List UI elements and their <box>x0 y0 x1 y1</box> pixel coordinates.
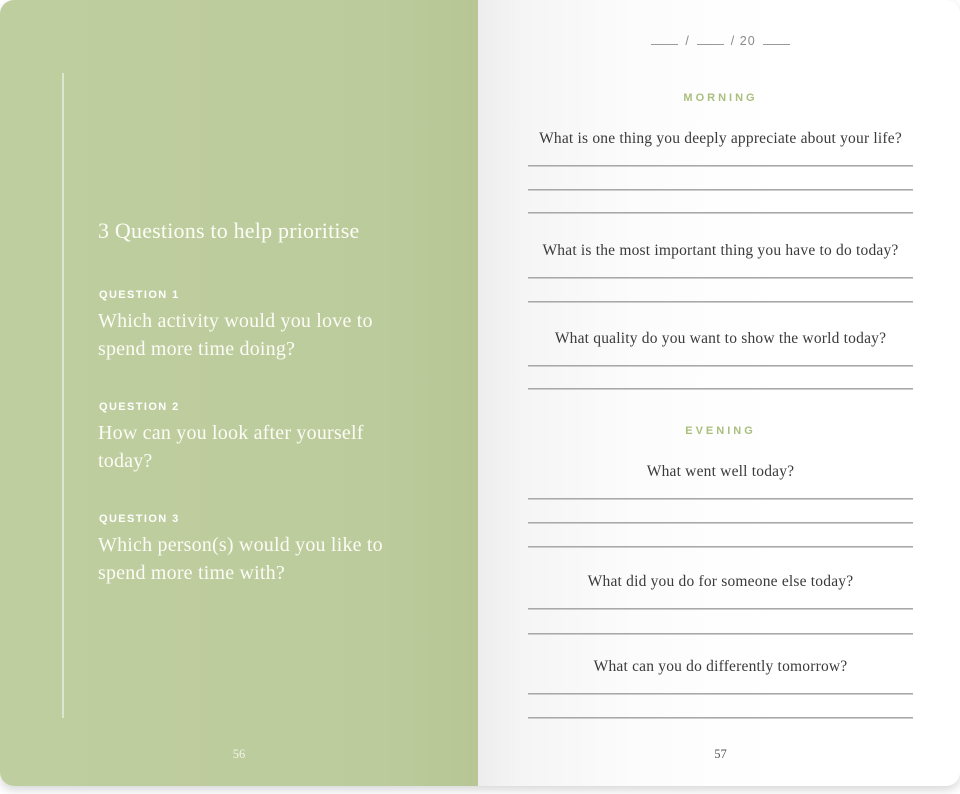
evening-question-3: What can you do differently tomorrow? <box>593 658 848 675</box>
question-3-label: QUESTION 3 <box>99 513 180 525</box>
date-blank-day[interactable] <box>651 33 678 45</box>
writing-line[interactable] <box>528 608 913 610</box>
vertical-rule <box>62 73 64 718</box>
morning-question-3: What quality do you want to show the world today? <box>554 330 887 347</box>
morning-question-2: What is the most important thing you have to do today? <box>542 242 899 259</box>
writing-line[interactable] <box>528 388 913 390</box>
page-number-left: 56 <box>232 747 246 761</box>
question-1-label: QUESTION 1 <box>99 289 180 301</box>
date-slash-1: / <box>685 34 690 48</box>
question-1-text: Which activity would you love to spend more time doing? <box>98 310 373 360</box>
left-page <box>0 0 478 786</box>
writing-line[interactable] <box>528 633 913 635</box>
evening-question-2: What did you do for someone else today? <box>587 573 854 590</box>
writing-line[interactable] <box>528 365 913 367</box>
section-heading-evening: EVENING <box>685 425 756 437</box>
question-2-text: How can you look after yourself today? <box>98 422 364 472</box>
section-heading-morning: MORNING <box>683 92 758 104</box>
writing-line[interactable] <box>528 277 913 279</box>
date-blank-year[interactable] <box>763 33 790 45</box>
writing-line[interactable] <box>528 301 913 303</box>
date-slash-2: / <box>730 34 736 48</box>
writing-line[interactable] <box>528 212 913 214</box>
writing-line[interactable] <box>528 522 913 524</box>
right-page <box>478 0 960 786</box>
date-blank-month[interactable] <box>697 33 724 45</box>
writing-line[interactable] <box>528 498 913 500</box>
question-3-text: Which person(s) would you like to spend more time with? <box>98 534 383 584</box>
date-field <box>528 33 913 48</box>
date-year-prefix: 20 <box>739 34 756 48</box>
writing-line[interactable] <box>528 189 913 191</box>
question-2-label: QUESTION 2 <box>99 401 180 413</box>
evening-question-1: What went well today? <box>646 463 795 480</box>
writing-line[interactable] <box>528 165 913 167</box>
page-number-right: 57 <box>714 747 727 761</box>
page-title: 3 Questions to help prioritise <box>98 218 360 243</box>
writing-line[interactable] <box>528 693 913 695</box>
writing-line[interactable] <box>528 546 913 548</box>
morning-question-1: What is one thing you deeply appreciate about your life? <box>539 130 902 147</box>
writing-line[interactable] <box>528 717 913 719</box>
